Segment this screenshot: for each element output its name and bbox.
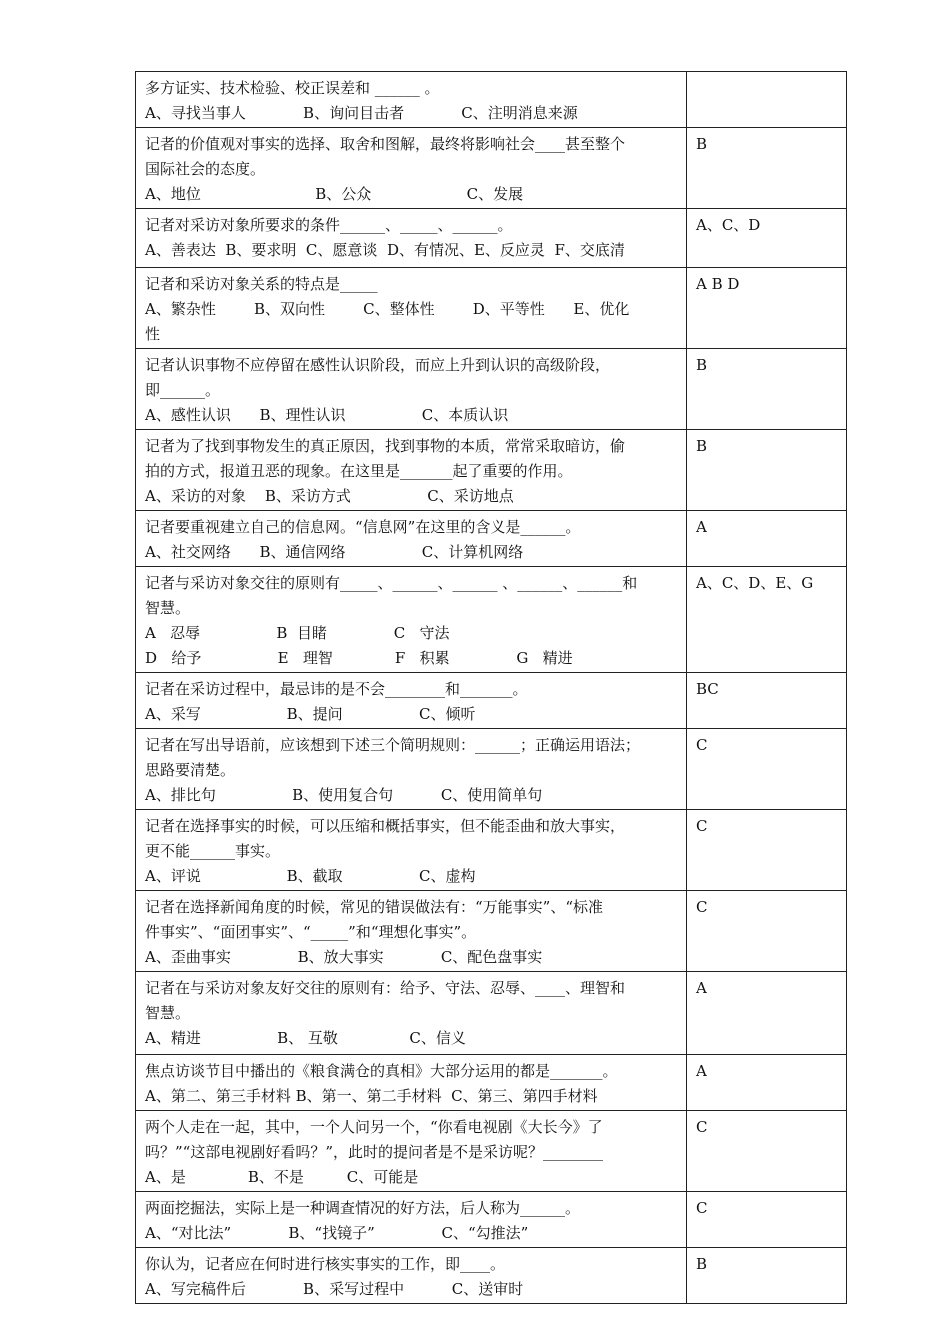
question-text: 记者和采访对象关系的特点是_____ xyxy=(145,275,378,293)
question-row xyxy=(136,810,847,891)
question-row xyxy=(136,972,847,1055)
question-options: A、排比句 B、使用复合句 C、使用简单句 xyxy=(145,786,543,804)
question-text: 记者认识事物不应停留在感性认识阶段，而应上升到认识的高级阶段， xyxy=(145,356,611,374)
question-row xyxy=(136,1055,847,1111)
question-cell xyxy=(136,891,687,972)
answer-cell: C xyxy=(687,729,847,810)
question-options: A、繁杂性 B、双向性 C、整体性 D、平等性 E、优化 xyxy=(145,300,630,318)
question-text: 记者在采访过程中，最忌讳的是不会________和_______。 xyxy=(145,680,528,698)
question-cell xyxy=(136,268,687,349)
question-text: 拍的方式，报道丑恶的现象。在这里是_______起了重要的作用。 xyxy=(145,462,573,480)
question-options: A、感性认识 B、理性认识 C、本质认识 xyxy=(145,406,509,424)
question-text: 记者在选择事实的时候，可以压缩和概括事实，但不能歪曲和放大事实， xyxy=(145,817,626,835)
answer-cell: A B D xyxy=(687,268,847,349)
answer-cell: A xyxy=(687,972,847,1055)
question-row xyxy=(136,1111,847,1192)
answer-cell: B xyxy=(687,128,847,209)
question-options: A、“对比法” B、“找镜子” C、“勾推法” xyxy=(145,1224,529,1242)
question-cell xyxy=(136,1248,687,1304)
answer-cell: C xyxy=(687,891,847,972)
question-row xyxy=(136,729,847,810)
answer-cell: B xyxy=(687,430,847,511)
question-row xyxy=(136,72,847,128)
question-text: 你认为，记者应在何时进行核实事实的工作，即____。 xyxy=(145,1255,506,1273)
answer-cell: C xyxy=(687,1192,847,1248)
question-text: 两面挖掘法，实际上是一种调查情况的好方法，后人称为______。 xyxy=(145,1199,581,1217)
question-row xyxy=(136,128,847,209)
question-text: 记者在选择新闻角度的时候，常见的错误做法有：“万能事实”、“标准 xyxy=(145,898,604,916)
answer-cell: A xyxy=(687,1055,847,1111)
question-text: 吗？”“这部电视剧好看吗？”，此时的提问者是不是采访呢？________ xyxy=(145,1143,604,1161)
question-text: 记者的价值观对事实的选择、取舍和图解，最终将影响社会____甚至整个 xyxy=(145,135,626,153)
question-table xyxy=(135,71,847,1304)
question-options: D 给予 E 理智 F 积累 G 精进 xyxy=(145,649,573,667)
question-text: 多方证实、技术检验、校正误差和 ______ 。 xyxy=(145,79,440,97)
question-cell xyxy=(136,1055,687,1111)
answer-cell: A xyxy=(687,511,847,567)
question-cell xyxy=(136,810,687,891)
question-options: 性 xyxy=(145,325,161,343)
question-text: 件事实”、“面团事实”、“_____”和“理想化事实”。 xyxy=(145,923,477,941)
question-cell xyxy=(136,567,687,673)
question-text: 记者在写出导语前，应该想到下述三个简明规则：______；正确运用语法； xyxy=(145,736,641,754)
question-options: A、寻找当事人 B、询问目击者 C、注明消息来源 xyxy=(145,104,578,122)
question-text: 更不能______事实。 xyxy=(145,842,281,860)
question-cell xyxy=(136,1111,687,1192)
question-text: 记者在与采访对象友好交往的原则有：给予、守法、忍辱、____、理智和 xyxy=(145,979,626,997)
question-row xyxy=(136,673,847,729)
question-row xyxy=(136,209,847,268)
question-text: 焦点访谈节目中播出的《粮食满仓的真相》大部分运用的都是_______。 xyxy=(145,1062,618,1080)
question-options: A、第二、第三手材料 B、第一、第二手材料 C、第三、第四手材料 xyxy=(145,1087,598,1105)
answer-cell: C xyxy=(687,810,847,891)
answer-cell: B xyxy=(687,1248,847,1304)
question-row xyxy=(136,349,847,430)
question-text: 国际社会的态度。 xyxy=(145,160,266,178)
question-text: 即______。 xyxy=(145,381,221,399)
question-cell xyxy=(136,673,687,729)
question-options: A、评说 B、截取 C、虚构 xyxy=(145,867,476,885)
question-options: A、采访的对象 B、采访方式 C、采访地点 xyxy=(145,487,514,505)
question-options: A、写完稿件后 B、采写过程中 C、送审时 xyxy=(145,1280,524,1298)
question-options: A、善表达 B、要求明 C、愿意谈 D、有情况、E、反应灵 F、交底清 xyxy=(145,241,625,259)
question-options: A、歪曲事实 B、放大事实 C、配色盘事实 xyxy=(145,948,543,966)
question-cell xyxy=(136,430,687,511)
answer-cell: A、C、D、E、G xyxy=(687,567,847,673)
answer-cell xyxy=(687,72,847,128)
answer-cell: C xyxy=(687,1111,847,1192)
question-cell xyxy=(136,349,687,430)
question-options: A 忍辱 B 目睹 C 守法 xyxy=(145,624,450,642)
question-row xyxy=(136,511,847,567)
question-options: A、地位 B、公众 C、发展 xyxy=(145,185,524,203)
question-text: 记者对采访对象所要求的条件______、_____、______。 xyxy=(145,216,513,234)
question-options: A、是 B、不是 C、可能是 xyxy=(145,1168,419,1186)
question-text: 记者要重视建立自己的信息网。“信息网”在这里的含义是______。 xyxy=(145,518,581,536)
question-options: A、社交网络 B、通信网络 C、计算机网络 xyxy=(145,543,524,561)
question-text: 记者为了找到事物发生的真正原因，找到事物的本质，常常采取暗访，偷 xyxy=(145,437,626,455)
question-text: 智慧。 xyxy=(145,599,191,617)
question-text: 思路要清楚。 xyxy=(145,761,236,779)
question-cell xyxy=(136,972,687,1055)
question-cell xyxy=(136,729,687,810)
question-row xyxy=(136,430,847,511)
question-text: 两个人走在一起，其中，一个人问另一个，“你看电视剧《大长今》了 xyxy=(145,1118,603,1136)
question-options: A、精进 B、 互敬 C、信义 xyxy=(145,1029,466,1047)
answer-cell: A、C、D xyxy=(687,209,847,268)
question-cell xyxy=(136,72,687,128)
question-table-body xyxy=(136,72,847,1304)
question-text: 智慧。 xyxy=(145,1004,191,1022)
question-options: A、采写 B、提问 C、倾听 xyxy=(145,705,476,723)
question-cell xyxy=(136,128,687,209)
question-row xyxy=(136,567,847,673)
answer-cell: BC xyxy=(687,673,847,729)
question-row xyxy=(136,1192,847,1248)
question-row xyxy=(136,268,847,349)
question-row xyxy=(136,1248,847,1304)
answer-cell: B xyxy=(687,349,847,430)
question-cell xyxy=(136,209,687,268)
question-row xyxy=(136,891,847,972)
question-text: 记者与采访对象交往的原则有_____、______、______ 、______、______和 xyxy=(145,574,638,592)
question-cell xyxy=(136,1192,687,1248)
question-cell xyxy=(136,511,687,567)
